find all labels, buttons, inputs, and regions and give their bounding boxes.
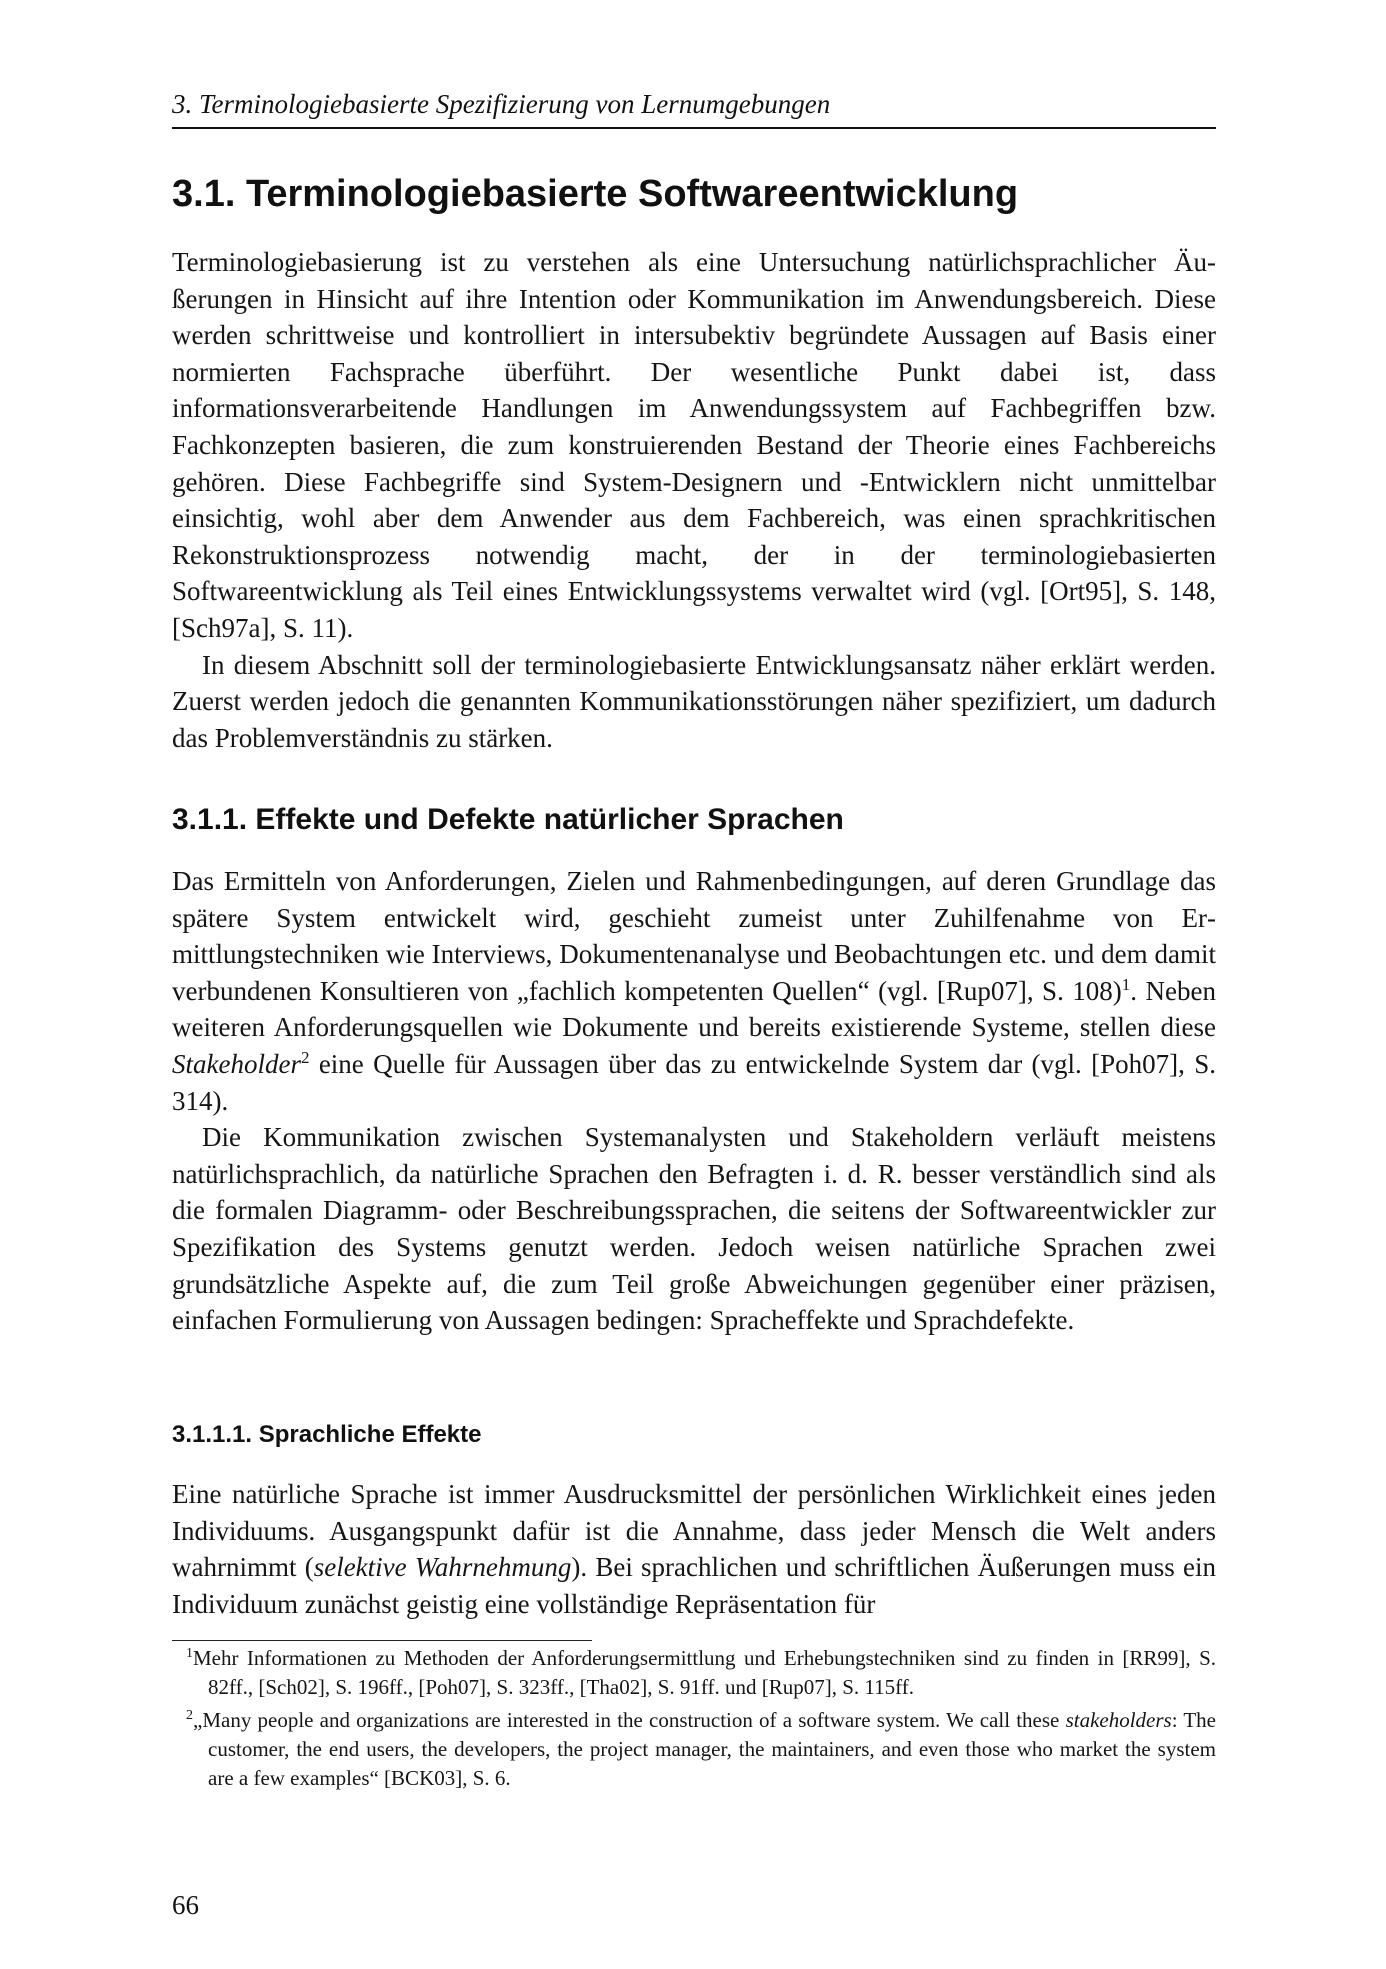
subsubsection-paragraph-1: [172, 1476, 1216, 1622]
section-paragraph-1: Terminologiebasierung ist zu verstehen als eine Untersuchung natürlichsprachlicher Äußerungen in Hinsicht auf ihre Intention oder Kommunikation im Anwendungsbereich. Diese werden schrittweise und kontrolliert in intersubektiv begründete Aussagen auf Basis einer normierten Fachsprache überführt. Der wesentliche Punkt dabei ist, dass informationsverarbeitende Handlungen im Anwendungssystem auf Fachbegriffen bzw. Fachkonzepten basieren, die zum konstruierenden Bestand der Theorie eines Fachbereichs gehören. Diese Fachbegriffe sind System-Designern und -Entwicklern nicht unmittelbar einsichtig, wohl aber dem Anwender aus dem Fachbereich, was einen sprachkritischen Rekonstruktionsprozess notwendig macht, der in der terminologiebasierten Softwareentwicklung als Teil eines Entwicklungssystems verwaltet wird (vgl. [Ort95], S. 148, [Sch97a], S. 11).: [172, 247, 1216, 643]
footnote-1: [172, 1644, 1216, 1702]
subsubsection-body: [172, 1476, 1216, 1622]
subsection-paragraph-1: [172, 863, 1216, 1119]
text-run: Eine natürliche Sprache ist immer Ausdrucksmittel der persönlichen Wirklichkeit eines jeden Individuums. Ausgangspunkt dafür ist die Annahme, dass jeder Mensch die Welt anders wahrnimmt (: [172, 1479, 1216, 1583]
term-selective-perception: selektive Wahrnehmung: [313, 1552, 572, 1583]
footnote-ref-1[interactable]: 1: [1121, 974, 1131, 994]
header-rule: [172, 127, 1216, 129]
footnote-text: : The customer, the end users, the developers, the project manager, the maintainers, and even those who market the system are a few examples“ [BCK03], S. 6.: [208, 1708, 1217, 1790]
footnote-text: Mehr Informationen zu Methoden der Anforderungsermittlung und Erhebungstechniken sind zu finden in [RR99], S. 82ff., [Sch02], S. 196ff., [Poh07], S. 323ff., [Tha02], S. 91ff. und [Rup07], S. 115ff.: [193, 1646, 1216, 1699]
footnote-rule: [172, 1640, 592, 1641]
term-stakeholder: Stakeholder: [172, 1048, 301, 1079]
text-run: Das Ermitteln von Anforderungen, Zielen und Rahmenbedingungen, auf deren Grundlage das spätere System entwickelt wird, geschieht zumeist unter Zuhilfenahme von Ermittlungstechniken wie Interviews, Dokumentenanalyse und Beobachtungen etc. und dem damit verbundenen Konsultieren von „fachlich kompetenten Quellen“ (vgl. [Rup07], S. 108): [172, 866, 1216, 1006]
subsection-body: [172, 863, 1216, 1339]
footnote-text: „Many people and organizations are interested in the construction of a software system. We call these: [193, 1708, 1066, 1732]
footnotes: [172, 1644, 1216, 1797]
footnote-2: [172, 1706, 1216, 1793]
subsection-paragraph-2: Die Kommunikation zwischen Systemanalysten und Stakeholdern verläuft meistens natürlichsprachlich, da natürliche Sprachen den Befragten i. d. R. besser verständlich sind als die formalen Diagramm- oder Beschreibungssprachen, die seitens der Softwareentwickler zur Spezifikation des Systems genutzt werden. Jedoch weisen natürliche Sprachen zwei grundsätzliche Aspekte auf, die zum Teil große Abweichungen gegenüber einer präzisen, einfachen Formulierung von Aussagen bedingen: Spracheffekte und Sprachdefekte.: [172, 1122, 1216, 1336]
term-stakeholders: stakeholders: [1065, 1708, 1172, 1732]
page-number: 66: [172, 1890, 199, 1920]
footnote-mark: 1: [186, 1646, 193, 1661]
footnote-mark: 2: [186, 1708, 193, 1723]
text-run: . Neben weiteren Anforderungsquellen wie Dokumente und bereits existierende Systeme, stellen diese: [172, 975, 1216, 1043]
subsubsection-title: 3.1.1.1. Sprachliche Effekte: [172, 1421, 482, 1448]
footnote-ref-2[interactable]: 2: [300, 1047, 310, 1067]
section-body: [172, 244, 1216, 756]
subsection-title: 3.1.1. Effekte und Defekte natürlicher Sprachen: [172, 803, 844, 836]
text-run: eine Quelle für Aussagen über das zu entwickelnde System dar (vgl. [Poh07], S. 314).: [172, 1048, 1216, 1116]
section-title: 3.1. Terminologiebasierte Softwareentwicklung: [172, 173, 1019, 215]
text-run: ). Bei sprachlichen und schriftlichen Äußerungen muss ein Individuum zunächst geistig eine vollständige Repräsentation für: [172, 1552, 1216, 1619]
section-paragraph-2: In diesem Abschnitt soll der terminologiebasierte Entwicklungsansatz näher erklärt werden. Zuerst werden jedoch die genannten Kommunikationsstörungen näher spezifiziert, um dadurch das Problemverständnis zu stärken.: [172, 649, 1216, 753]
running-head: 3. Terminologiebasierte Spezifizierung von Lernumgebungen: [172, 89, 831, 119]
